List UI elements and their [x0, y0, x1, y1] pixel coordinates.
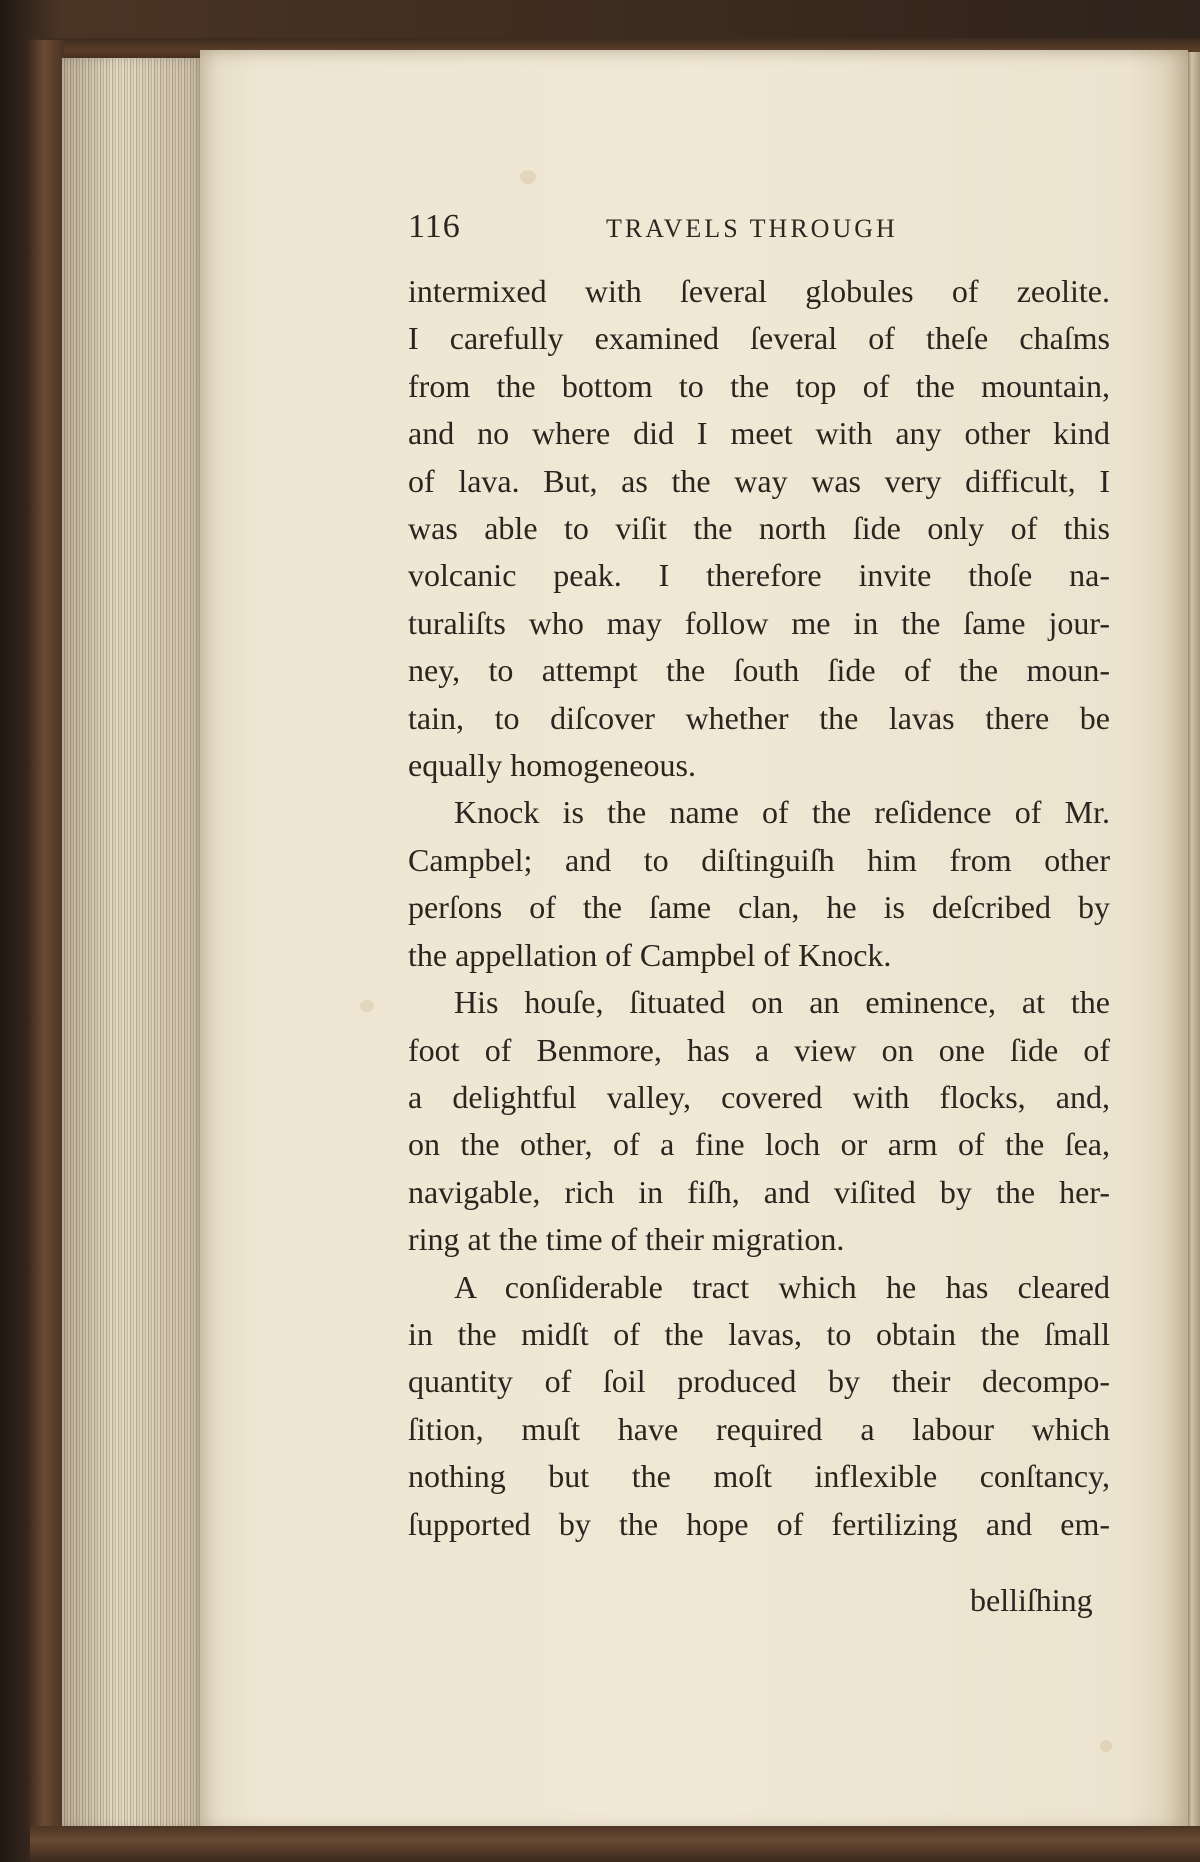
text-line: navigable, rich in fiſh, and viſited by the her-: [408, 1173, 1110, 1210]
text-line: volcanic peak. I therefore invite thoſe na-: [408, 557, 1110, 594]
text-line: ring at the time of their migration.: [408, 1221, 845, 1258]
running-head: [408, 208, 1048, 260]
text-line: was able to viſit the north ſide only of this: [408, 510, 1110, 547]
text-line: perſons of the ſame clan, he is deſcribed by: [408, 889, 1110, 926]
text-line: equally homogeneous.: [408, 747, 696, 784]
text-line: foot of Benmore, has a view on one ſide of: [408, 1031, 1110, 1068]
text-line: I carefully examined ſeveral of theſe chaſms: [408, 320, 1110, 357]
running-title: TRAVELS THROUGH: [606, 214, 898, 243]
foxing-spot: [1100, 1740, 1112, 1752]
text-line: Campbel; and to diſtinguiſh him from other: [408, 841, 1110, 878]
catchword: belliſhing: [970, 1582, 1093, 1618]
text-line: from the bottom to the top of the mountain,: [408, 367, 1110, 404]
page-stack-shading: [62, 58, 204, 1828]
text-line: Knock is the name of the reſidence of Mr.: [454, 794, 1110, 831]
body-text: [408, 268, 1110, 1548]
text-line: on the other, of a fine loch or arm of the ſea,: [408, 1126, 1110, 1163]
text-line: ney, to attempt the ſouth ſide of the moun-: [408, 652, 1110, 689]
text-line: and no where did I meet with any other kind: [408, 415, 1110, 452]
cover-spine-edge: [28, 40, 64, 1830]
text-line: tain, to diſcover whether the lavas there be: [408, 699, 1110, 736]
text-line: quantity of ſoil produced by their decompo-: [408, 1363, 1110, 1400]
cover-bottom-edge: [30, 1826, 1200, 1862]
text-line: A conſiderable tract which he has cleared: [454, 1268, 1110, 1305]
text-line: turaliſts who may follow me in the ſame jour-: [408, 604, 1110, 641]
text-line: a delightful valley, covered with flocks, and,: [408, 1078, 1110, 1115]
page-number: 116: [408, 208, 461, 245]
facing-page-edge: [1186, 52, 1200, 1832]
foxing-spot: [520, 170, 536, 184]
text-line: in the midſt of the lavas, to obtain the ſmall: [408, 1315, 1110, 1352]
text-line: of lava. But, as the way was very difficult, I: [408, 462, 1110, 499]
text-line: ſupported by the hope of fertilizing and em-: [408, 1505, 1110, 1542]
text-line: the appellation of Campbel of Knock.: [408, 936, 892, 973]
text-line: nothing but the moſt inflexible conſtancy,: [408, 1458, 1110, 1495]
foxing-spot: [360, 1000, 374, 1012]
text-line: ſition, muſt have required a labour which: [408, 1410, 1110, 1447]
text-line: intermixed with ſeveral globules of zeolite.: [408, 273, 1110, 309]
text-line: His houſe, ſituated on an eminence, at the: [454, 984, 1110, 1021]
